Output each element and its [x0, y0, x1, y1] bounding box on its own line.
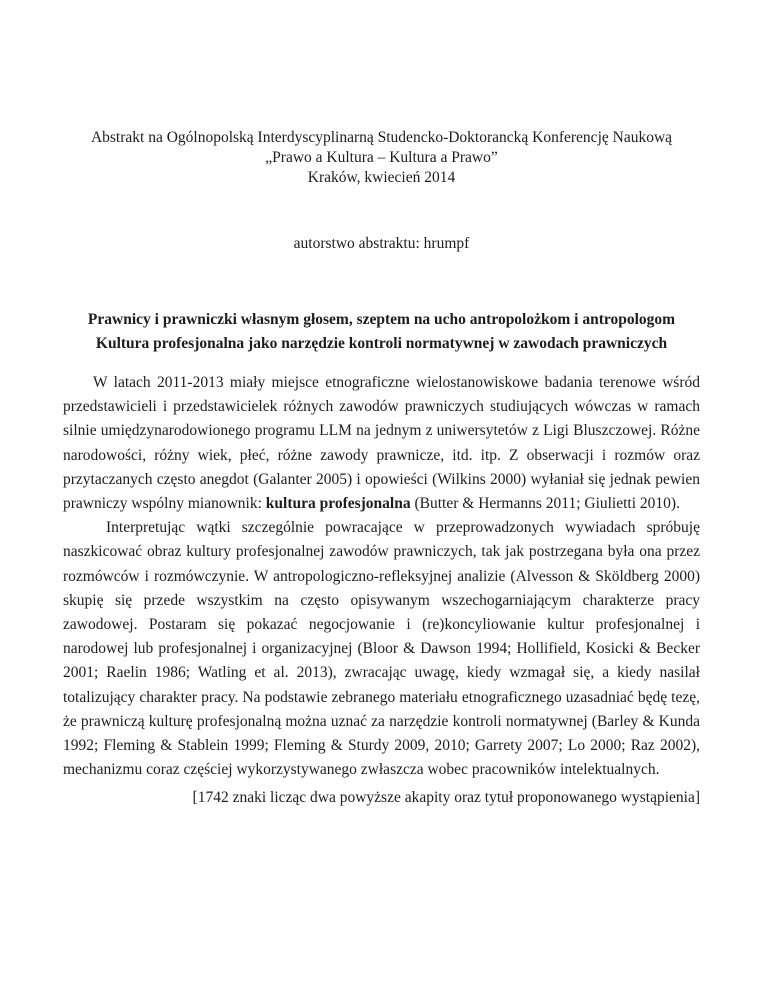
document-content — [0, 128, 768, 810]
conference-header-line-2: „Prawo a Kultura – Kultura a Prawo” — [265, 149, 498, 166]
paragraph-1 — [63, 371, 700, 516]
paragraph-2: Interpretując wątki szczególnie powracające w przeprowadzonych wywiadach spróbuję naszkicować obraz kultury profesjonalnej zawodów prawniczych, tak jak postrzegana była ona przez rozmówców i rozmówczynie. W antropologiczno-refleksyjnej analizie (Alvesson & Sköldberg 2000) skupię się przede wszystkim na często opisywanym wszechogarniającym charakterze pracy zawodowej. Postaram się pokazać negocjowanie i (re)koncyliowanie kultur profesjonalnej i narodowej lub profesjonalnej i organizacyjnej (Bloor & Dawson 1994; Hollifield, Kosicki & Becker 2001; Raelin 1986; Watling et al. 2013), zwracając uwagę, kiedy wzmagał się, a kiedy nasilał totalizujący charakter pracy. Na podstawie zebranego materiału etnograficznego uzasadniać będę tezę, że prawniczą kulturę profesjonalną można uznać za narzędzie kontroli normatywnej (Barley & Kunda 1992; Fleming & Stablein 1999; Fleming & Sturdy 2009, 2010; Garrety 2007; Lo 2000; Raz 2002), mechanizmu coraz częściej wykorzystywanego zwłaszcza wobec pracowników intelektualnych. — [63, 519, 700, 779]
abstract-title-line-1: Prawnicy i prawniczki własnym głosem, szeptem na ucho antropolożkom i antropologom — [87, 311, 676, 328]
character-count-note: [1742 znaki licząc dwa powyższe akapity oraz tytuł proponowanego wystąpienia] — [192, 789, 700, 807]
paragraph-1-bold-phrase: kultura profesjonalna — [265, 495, 411, 513]
abstract-title-line-2: Kultura profesjonalna jako narzędzie kontroli normatywnej w zawodach prawniczych — [95, 335, 668, 352]
author-line: autorstwo abstraktu: hrumpf — [293, 235, 470, 252]
abstract-title — [63, 308, 700, 356]
conference-header — [63, 128, 700, 188]
paragraph-1-text-after-bold: (Butter & Hermanns 2011; Giulietti 2010). — [410, 495, 680, 513]
conference-header-line-1: Abstrakt na Ogólnopolską Interdyscyplinarną Studencko-Doktorancką Konferencję Naukową — [90, 129, 673, 146]
paragraph-1-text-before-bold: W latach 2011-2013 miały miejsce etnograficzne wielostanowiskowe badania terenowe wśród przedstawicieli i przedstawicielek różnych zawodów prawniczych studiujących wówczas w ramach silnie umiędzynarodowionego programu LLM na jednym z uniwersytetów z Ligi Bluszczowej. Różne narodowości, różny wiek, płeć, różne zawody prawnicze, itd. itp. Z obserwacji i rozmów oraz przytaczanych często anegdot (Galanter 2005) i opowieści (Wilkins 2000) wyłaniał się jednak pewien prawniczy wspólny mianownik: — [63, 374, 700, 513]
conference-header-line-3: Kraków, kwiecień 2014 — [307, 169, 456, 186]
